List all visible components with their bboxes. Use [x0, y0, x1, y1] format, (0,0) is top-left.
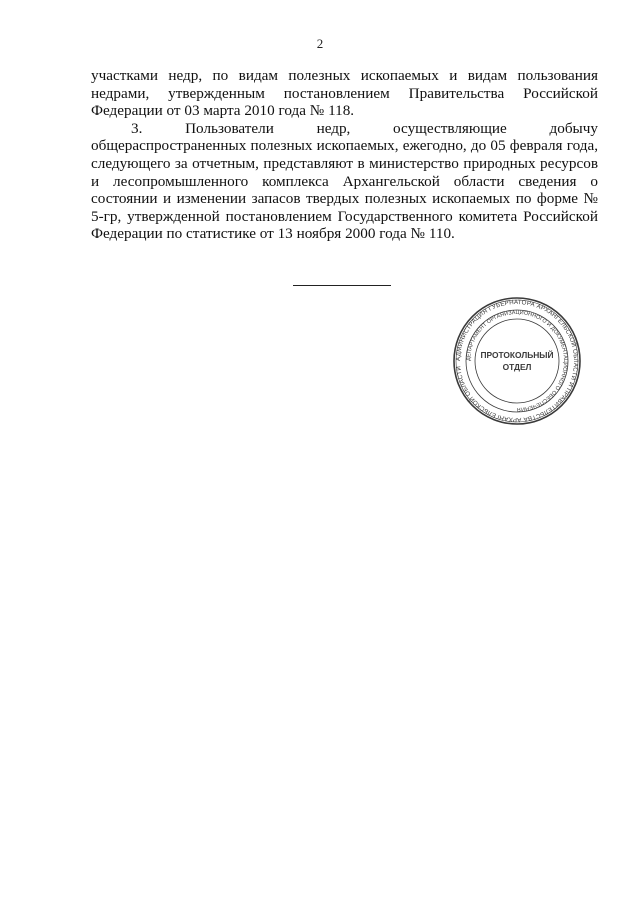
stamp-outer-text: АДМИНИСТРАЦИЯ ГУБЕРНАТОРА АРХАНГЕЛЬСКОЙ ОБЛАСТИ И ПРАВИТЕЛЬСТВА АРХАНГЕЛЬСКОЙ ОБЛАСТИ	[454, 298, 580, 424]
end-of-text-rule	[293, 285, 391, 286]
stamp-center-line-1: ПРОТОКОЛЬНЫЙ	[480, 350, 554, 360]
stamp-inner-text: ДЕПАРТАМЕНТ ОРГАНИЗАЦИОННОГО И ДОКУМЕНТАЦИОННОГО ОБЕСПЕЧЕНИЯ	[465, 309, 569, 413]
official-seal-stamp	[452, 296, 582, 426]
stamp-center-line-2: ОТДЕЛ	[502, 362, 532, 372]
svg-text:АДМИНИСТРАЦИЯ ГУБЕРНАТОРА АРХА	[455, 299, 579, 423]
svg-text:ДЕПАРТАМЕНТ ОРГАНИЗАЦИОННОГО И	[466, 310, 568, 412]
page-number: 2	[316, 36, 324, 51]
paragraph-2: 3. Пользователи недр, осуществляющие добычу общераспространенных полезных ископаемых, ежегодно, до 05 февраля года, следующего за отчетным, представляют в министерство природных ресурсов и лесопромышленного комплекса Архангельской области сведения о состоянии и изменении запасов твердых полезных ископаемых по форме № 5-гр, утвержденной постановлением Государственного комитета Российской Федерации по статистике от 13 ноября 2000 года № 110.	[91, 119, 598, 243]
document-body	[91, 67, 598, 243]
paragraph-1: участками недр, по видам полезных ископаемых и видам пользования недрами, утвержденным постановлением Правительства Российской Федерации от 03 марта 2010 года № 118.	[91, 67, 598, 120]
